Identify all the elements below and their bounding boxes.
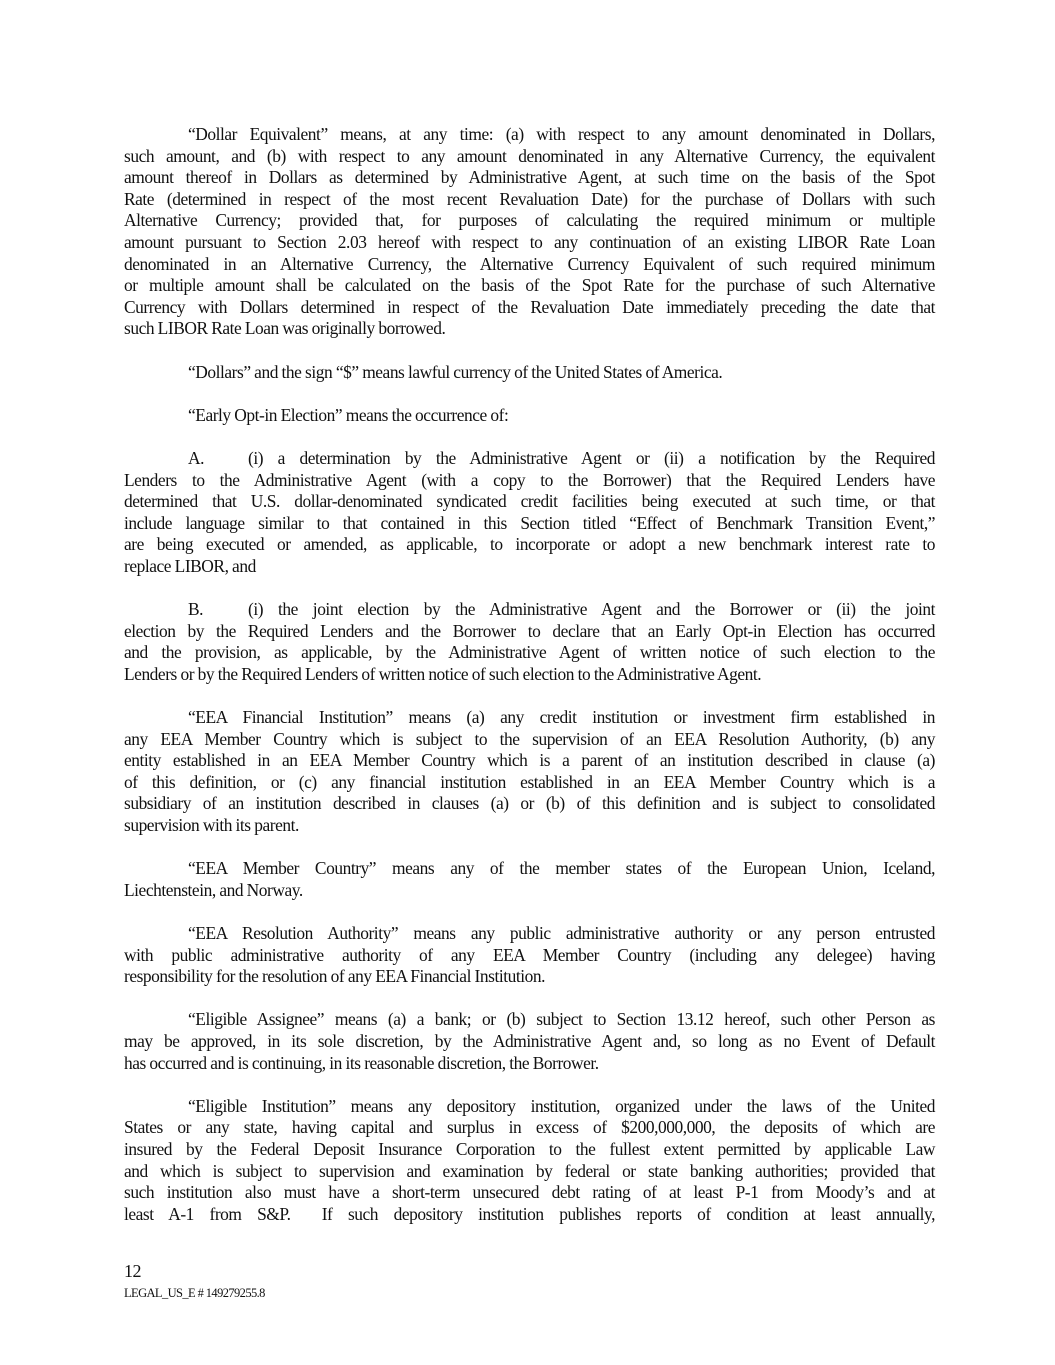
definition-early-opt-in-election	[124, 405, 935, 427]
clause-enumerator: A.	[188, 447, 205, 468]
document-id: LEGAL_US_E # 149279255.8	[124, 1286, 265, 1300]
text-line: such LIBOR Rate Loan was originally borrowed.	[124, 318, 446, 339]
text-line: or multiple amount shall be calculated on the basis of the Spot Rate for the purchase of such Alternative	[124, 275, 935, 296]
text-line: Alternative Currency; provided that, for purposes of calculating the required minimum or multiple	[124, 210, 935, 231]
text-line: least A-1 from S&P. If such depository institution publishes reports of condition at least annually,	[124, 1203, 935, 1224]
text-line: any EEA Member Country which is subject to the supervision of an EEA Resolution Authority, (b) any	[124, 728, 935, 749]
text-line: Lenders to the Administrative Agent (with a copy to the Borrower) that the Required Lenders have	[124, 469, 935, 490]
text-line: with public administrative authority of any EEA Member Country (including any delegee) having	[124, 944, 935, 965]
text-line	[124, 448, 935, 470]
text-line: “EEA Member Country” means any of the member states of the European Union, Iceland,	[188, 858, 935, 879]
text-line: election by the Required Lenders and the Borrower to declare that an Early Opt-in Election has occurred	[124, 620, 935, 641]
text-line: entity established in an EEA Member Country which is a parent of an institution described in clause (a)	[124, 750, 935, 771]
text-line: responsibility for the resolution of any EEA Financial Institution.	[124, 966, 545, 987]
text-line: has occurred and is continuing, in its reasonable discretion, the Borrower.	[124, 1052, 599, 1073]
text-line: such amount, and (b) with respect to any amount denominated in any Alternative Currency, the equivalent	[124, 145, 935, 166]
text-line: insured by the Federal Deposit Insurance Corporation to the fullest extent permitted by applicable Law	[124, 1138, 935, 1159]
text-line: such institution also must have a short-term unsecured debt rating of at least P-1 from Moody’s and at	[124, 1182, 935, 1203]
text-line: “Dollars” and the sign “$” means lawful currency of the United States of America.	[188, 361, 723, 382]
text-line-content: (i) a determination by the Administrative Agent or (ii) a notification by the Required	[248, 447, 935, 468]
definition-eligible-institution	[124, 1096, 935, 1226]
text-line: “EEA Resolution Authority” means any public administrative authority or any person entrusted	[188, 922, 935, 943]
clause-a	[124, 448, 935, 578]
text-line: “EEA Financial Institution” means (a) any credit institution or investment firm established in	[188, 707, 935, 728]
text-line: may be approved, in its sole discretion, by the Administrative Agent and, so long as no Event of Default	[124, 1030, 935, 1051]
text-line: Rate (determined in respect of the most recent Revaluation Date) for the purchase of Dollars with such	[124, 188, 935, 209]
text-line: “Early Opt-in Election” means the occurrence of:	[188, 404, 509, 425]
clause-enumerator: B.	[188, 599, 204, 620]
text-line: and the provision, as applicable, by the Administrative Agent of written notice of such election to the	[124, 642, 935, 663]
text-line: Lenders or by the Required Lenders of written notice of such election to the Administrative Agent.	[124, 663, 762, 684]
text-line: States or any state, having capital and surplus in excess of $200,000,000, the deposits of which are	[124, 1117, 935, 1138]
definition-eligible-assignee	[124, 1009, 935, 1074]
text-line: amount pursuant to Section 2.03 hereof with respect to any continuation of an existing LIBOR Rate Loan	[124, 231, 935, 252]
text-line: and which is subject to supervision and examination by federal or state banking authorities; provided that	[124, 1160, 935, 1181]
text-line	[124, 599, 935, 621]
document-body	[124, 124, 935, 1247]
text-line: “Eligible Assignee” means (a) a bank; or (b) subject to Section 13.12 hereof, such other Person as	[188, 1009, 935, 1030]
text-line: of this definition, or (c) any financial institution established in an EEA Member Country which is a	[124, 771, 935, 792]
text-line-content: (i) the joint election by the Administrative Agent and the Borrower or (ii) the joint	[248, 599, 935, 620]
text-line: determined that U.S. dollar-denominated syndicated credit facilities being executed at such time, or that	[124, 491, 935, 512]
definition-eea-financial-institution	[124, 707, 935, 837]
text-line: subsidiary of an institution described in clauses (a) or (b) of this definition and is subject to consolidated	[124, 793, 935, 814]
text-line: “Eligible Institution” means any depository institution, organized under the laws of the United	[188, 1095, 935, 1116]
text-line: “Dollar Equivalent” means, at any time: (a) with respect to any amount denominated in Dollars,	[188, 124, 935, 144]
definition-dollar-equivalent	[124, 124, 935, 340]
text-line: Currency with Dollars determined in respect of the Revaluation Date immediately preceding the date that	[124, 296, 935, 317]
text-line: amount thereof in Dollars as determined by Administrative Agent, at such time on the basis of the Spot	[124, 167, 935, 188]
page-number: 12	[124, 1261, 141, 1281]
definition-eea-resolution-authority	[124, 923, 935, 988]
page-footer	[124, 1261, 265, 1301]
clause-b	[124, 599, 935, 685]
definition-eea-member-country	[124, 858, 935, 901]
text-line: include language similar to that contained in this Section titled “Effect of Benchmark Transition Event,”	[124, 512, 935, 533]
text-line: replace LIBOR, and	[124, 555, 256, 576]
text-line: denominated in an Alternative Currency, the Alternative Currency Equivalent of such required minimum	[124, 253, 935, 274]
text-line: supervision with its parent.	[124, 815, 299, 835]
definition-dollars	[124, 362, 935, 384]
text-line: Liechtenstein, and Norway.	[124, 879, 303, 900]
text-line: are being executed or amended, as applicable, to incorporate or adopt a new benchmark interest rate to	[124, 534, 935, 555]
